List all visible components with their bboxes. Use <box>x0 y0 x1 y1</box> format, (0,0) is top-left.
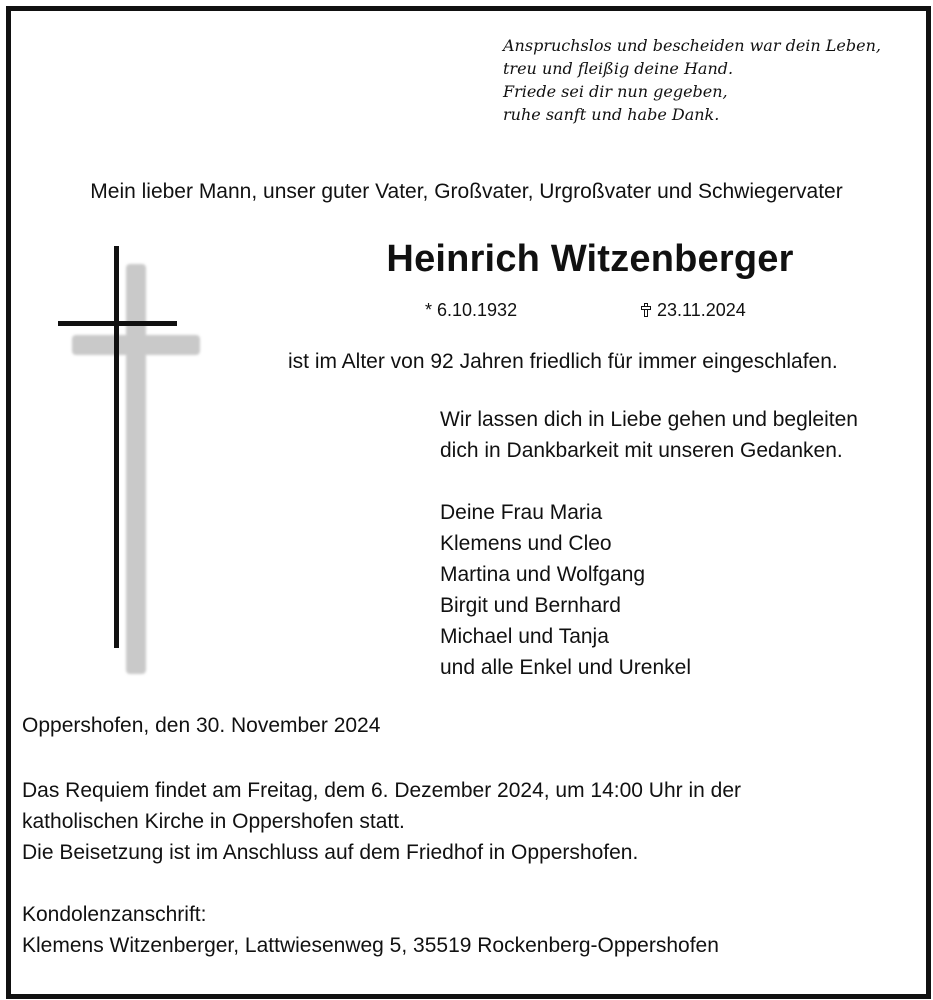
family-member: Martina und Wolfgang <box>440 563 646 586</box>
family-member: Birgit und Bernhard <box>440 594 621 617</box>
family-member: Klemens und Cleo <box>440 532 612 555</box>
service-line: Das Requiem findet am Freitag, dem 6. Dezember 2024, um 14:00 Uhr in der <box>22 779 742 802</box>
poem-line: ruhe sanft und habe Dank. <box>503 105 720 124</box>
deceased-name: Heinrich Witzenberger <box>386 238 794 280</box>
family-member: und alle Enkel und Urenkel <box>440 656 691 679</box>
poem-line: Friede sei dir nun gegeben, <box>503 82 728 101</box>
poem-line: treu und fleißig deine Hand. <box>503 59 734 78</box>
condolence-label: Kondolenzanschrift: <box>22 903 207 926</box>
service-line: Die Beisetzung ist im Anschluss auf dem Friedhof in Oppershofen. <box>22 841 639 864</box>
birth-date: * 6.10.1932 <box>425 300 518 320</box>
farewell-line: dich in Dankbarkeit mit unseren Gedanken. <box>440 439 843 462</box>
farewell-line: Wir lassen dich in Liebe gehen und begleiten <box>440 408 858 431</box>
service-line: katholischen Kirche in Oppershofen statt. <box>22 810 405 833</box>
farewell-text <box>440 404 858 466</box>
death-date: 23.11.2024 <box>657 300 746 320</box>
death-cross-icon <box>641 303 651 317</box>
family-member: Deine Frau Maria <box>440 501 603 524</box>
cross-icon <box>52 240 212 680</box>
family-list <box>440 497 691 683</box>
intro-text: Mein lieber Mann, unser guter Vater, Großvater, Urgroßvater und Schwiegervater <box>90 180 843 203</box>
place-date: Oppershofen, den 30. November 2024 <box>22 714 381 737</box>
poem <box>503 34 881 126</box>
age-line: ist im Alter von 92 Jahren friedlich für immer eingeschlafen. <box>288 350 838 373</box>
family-member: Michael und Tanja <box>440 625 609 648</box>
death-date-block <box>641 300 746 321</box>
poem-line: Anspruchslos und bescheiden war dein Leben, <box>503 36 881 55</box>
condolence-address-line: Klemens Witzenberger, Lattwiesenweg 5, 35519 Rockenberg-Oppershofen <box>22 934 719 957</box>
condolence-address <box>22 899 719 961</box>
service-info <box>22 775 741 868</box>
